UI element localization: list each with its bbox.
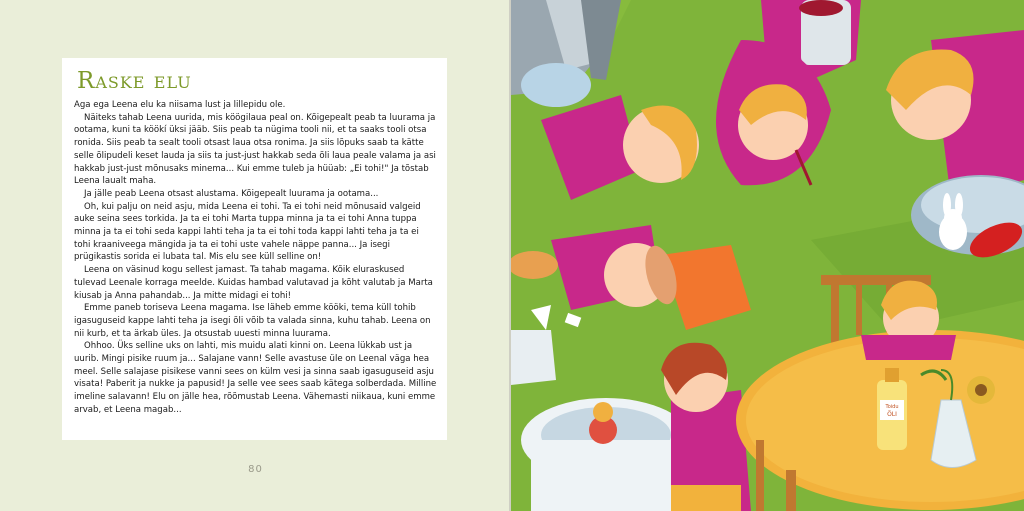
left-page (0, 0, 511, 511)
chapter-title: Raske elu (77, 68, 192, 94)
paragraph: Ja jälle peab Leena otsast alustama. Kõigepealt luurama ja ootama... (84, 188, 379, 199)
oil-bottle (877, 368, 907, 450)
paragraph: Näiteks tahab Leena uurida, mis köögilaua peal on. Kõigepealt peab ta luurama ja ootama, kuni ta köökí üksi jääb. Siis peab ta nügima tooli nii, et ta saaks tooli otsa ronida. Siis peab ta sealt tooli otsast laua otsa ronima. Ja siis lõpuks saab ta kätte selle õlipudeli keset lauda ja siis ta just-just hakkab seda õli laua peale valama ja asi hakkab just-just mõnusaks minema... Kui emme tuleb ja hüüab: „Ei tohi!" Ja tõstab Leena laualt maha. (74, 112, 436, 187)
illustration (511, 0, 1024, 511)
paragraph: Leena on väsinud kogu sellest jamast. Ta tahab magama. Kõik eluraskused tulevad Leenale korraga meelde. Kuidas hambad valutavad ja kõht valutab ja Marta kiusab ja Anna pahandab... Ja mitte midagi ei tohi! (74, 265, 433, 301)
paragraph: Ohhoo. Üks selline uks on lahti, mis muidu alati kinni on. Leena lükkab ust ja uurib. Mingi pisike ruum ja... Salajane vann! Selle avastuse üle on Leenal väga hea meel. Selle salajase pisikese vanni sees on külm vesi ja sinna saab igasuguseid asju visata! Paberit ja nukke ja papusid! Ja selle vee sees saab kätega solberdada. Milline imeline salavann! Elu on jälle hea, rõõmustab Leena. Vähemasti niikaua, kuni emme arvab, et Leena magab... (74, 341, 437, 415)
illustration-art (511, 0, 1024, 511)
text-card (62, 58, 447, 440)
bottle-label-line2: ÕLI (887, 411, 897, 418)
bottle-label-line1: Toidu (885, 404, 899, 410)
paragraph: Emme paneb toriseva Leena magama. Ise läheb emme kööki, tema küll tohib igasuguseid kappe lahti teha ja isegi õli võib ta valada sinna, kuhu tahab. Leena on nii kurb, et ta ärkab üles. Ja otsustab uuesti minna luurama. (74, 303, 431, 339)
paragraph: Oh, kui palju on neid asju, mida Leena ei tohi. Ta ei tohi neid mõnusaid valgeid auke seina sees torkida. Ja ta ei tohi Marta tuppa minna ja ta ei tohi Anna tuppa minna ja ta ei tohi seda kappi lahti teha ja ta ei tohi toda kappi lahti teha ja ta ei tohi kraaniveega mängida ja ta ei tohi uste vahele näppe panna... Ja isegi prügikastis sorida ei lubata tal. Mis elu see küll selline on! (74, 201, 421, 263)
paragraph: Aga ega Leena elu ka niisama lust ja lillepidu ole. (74, 100, 286, 110)
page-number: 80 (248, 464, 263, 475)
